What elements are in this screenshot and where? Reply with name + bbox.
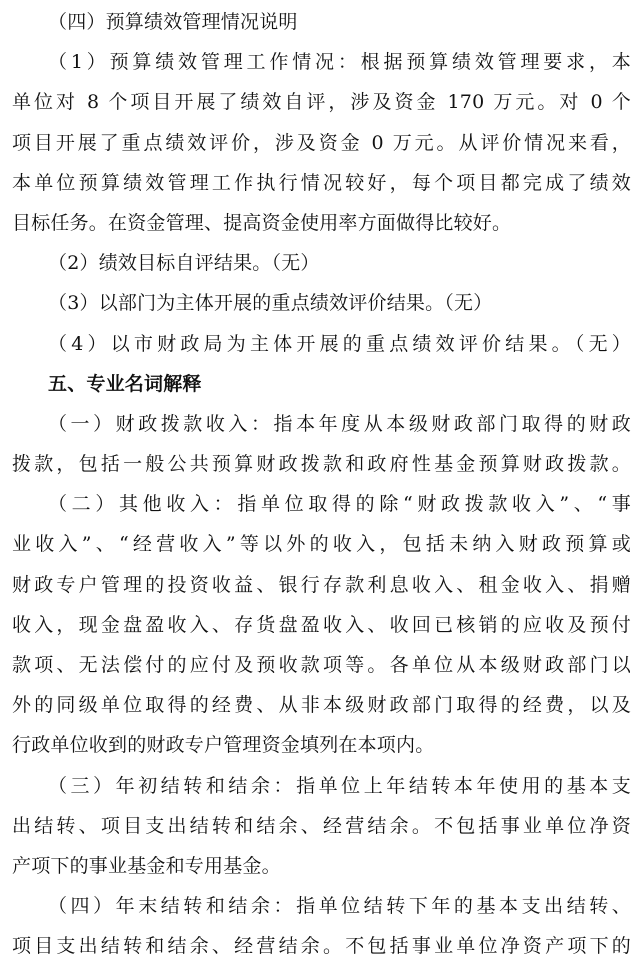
paragraph-line: 行政单位收到的财政专户管理资金填列在本项内。 — [12, 734, 435, 757]
paragraph-line: （1）预算绩效管理工作情况：根据预算绩效管理要求，本 — [48, 51, 631, 74]
paragraph-line: （4）以市财政局为主体开展的重点绩效评价结果。（无） — [48, 332, 631, 355]
paragraph-line: 项目支出结转和结余、经营结余。不包括事业单位净资产项下的 — [12, 935, 631, 958]
paragraph-line: （四）年末结转和结余：指单位结转下年的基本支出结转、 — [48, 895, 631, 918]
paragraph-line: （2）绩效目标自评结果。（无） — [48, 252, 320, 275]
paragraph-line: （三）年初结转和结余：指单位上年结转本年使用的基本支 — [48, 774, 631, 797]
paragraph-line: 出结转、项目支出结转和结余、经营结余。不包括事业单位净资 — [12, 814, 631, 837]
paragraph-line: 业收入”、“经营收入”等以外的收入，包括未纳入财政预算或 — [12, 533, 631, 556]
paragraph-line: （3）以部门为主体开展的重点绩效评价结果。（无） — [48, 292, 493, 315]
section-heading: （四）预算绩效管理情况说明 — [48, 11, 298, 33]
section-title: 五、专业名词解释 — [48, 372, 202, 395]
paragraph-line: 财政专户管理的投资收益、银行存款利息收入、租金收入、捐赠 — [12, 573, 631, 596]
paragraph-line: 拨款，包括一般公共预算财政拨款和政府性基金预算财政拨款。 — [12, 453, 631, 476]
paragraph-line: 产项下的事业基金和专用基金。 — [12, 854, 281, 877]
paragraph-line: 款项、无法偿付的应付及预收款项等。各单位从本级财政部门以 — [12, 654, 631, 676]
paragraph-line: 外的同级单位取得的经费、从非本级财政部门取得的经费，以及 — [12, 694, 631, 717]
paragraph-line: 单位对 8 个项目开展了绩效自评，涉及资金 170 万元。对 0 个 — [12, 91, 631, 114]
paragraph-line: 收入，现金盘盈收入、存货盘盈收入、收回已核销的应收及预付 — [12, 613, 631, 636]
paragraph-line: （二）其他收入：指单位取得的除“财政拨款收入”、“事 — [48, 493, 631, 516]
paragraph-line: 本单位预算绩效管理工作执行情况较好，每个项目都完成了绩效 — [12, 171, 631, 194]
paragraph-line: （一）财政拨款收入：指本年度从本级财政部门取得的财政 — [48, 412, 631, 435]
paragraph-line: 项目开展了重点绩效评价，涉及资金 0 万元。从评价情况来看， — [12, 131, 631, 154]
paragraph-line: 目标任务。在资金管理、提高资金使用率方面做得比较好。 — [12, 211, 512, 234]
